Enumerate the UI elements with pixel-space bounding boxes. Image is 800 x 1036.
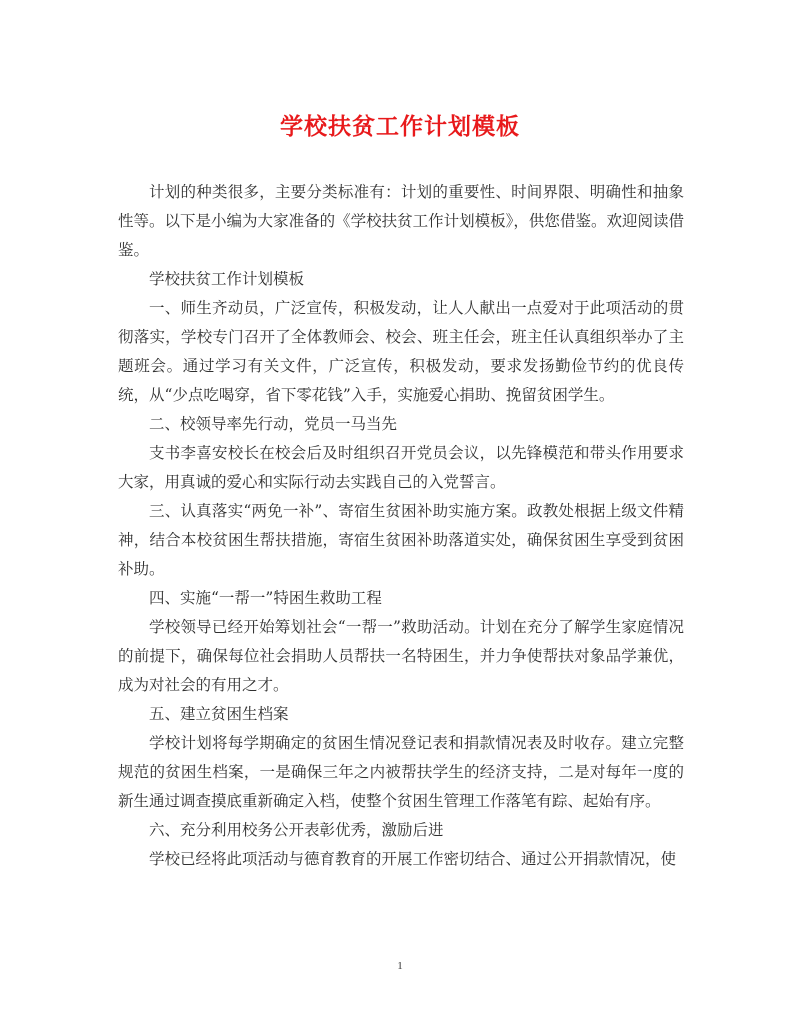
section-three-paragraph: 三、认真落实“两免一补”、寄宿生贫困补助实施方案。政教处根据上级文件精神，结合本校贫困生帮扶措施，寄宿生贫困补助落道实处，确保贫困生享受到贫困补助。	[118, 502, 684, 578]
intro-paragraph: 计划的种类很多，主要分类标准有：计划的重要性、时间界限、明确性和抽象性等。以下是小编为大家准备的《学校扶贫工作计划模板》，供您借鉴。欢迎阅读借鉴。	[118, 183, 684, 259]
section-four-heading: 四、实施“一帮一”特困生救助工程	[149, 589, 382, 607]
section-two-paragraph: 支书李喜安校长在校会后及时组织召开党员会议，以先锋模范和带头作用要求大家，用真诚的爱心和实际行动去实践自己的入党誓言。	[118, 444, 684, 491]
section-six-paragraph: 学校已经将此项活动与德育教育的开展工作密切结合、通过公开捐款情况，使	[149, 850, 677, 868]
section-one-paragraph: 一、师生齐动员，广泛宣传，积极发动，让人人献出一点爱对于此项活动的贯彻落实，学校专门召开了全体教师会、校会、班主任会，班主任认真组织举办了主题班会。通过学习有关文件，广泛宣传，积极发动，要求发扬勤俭节约的优良传统，从“少点吃喝穿，省下零花钱”入手，实施爱心捐助、挽留贫困学生。	[118, 299, 684, 404]
document-title: 学校扶贫工作计划模板	[280, 113, 520, 140]
section-six-heading: 六、充分利用校务公开表彰优秀，激励后进	[149, 821, 444, 839]
page-number: 1	[397, 960, 403, 972]
section-five-paragraph: 学校计划将每学期确定的贫困生情况登记表和捐款情况表及时收存。建立完整规范的贫困生档案，一是确保三年之内被帮扶学生的经济支持，二是对每年一度的新生通过调查摸底重新确定入档，使整个贫困生管理工作落笔有踪、起始有序。	[118, 734, 684, 810]
section-four-paragraph: 学校领导已经开始筹划社会“一帮一”救助活动。计划在充分了解学生家庭情况的前提下，确保每位社会捐助人员帮扶一名特困生，并力争使帮扶对象品学兼优，成为对社会的有用之才。	[118, 618, 684, 694]
document-body	[118, 178, 684, 874]
section-five-heading: 五、建立贫困生档案	[149, 705, 289, 723]
section-two-heading: 二、校领导率先行动，党员一马当先	[149, 415, 398, 433]
subtitle-paragraph: 学校扶贫工作计划模板	[149, 270, 305, 288]
